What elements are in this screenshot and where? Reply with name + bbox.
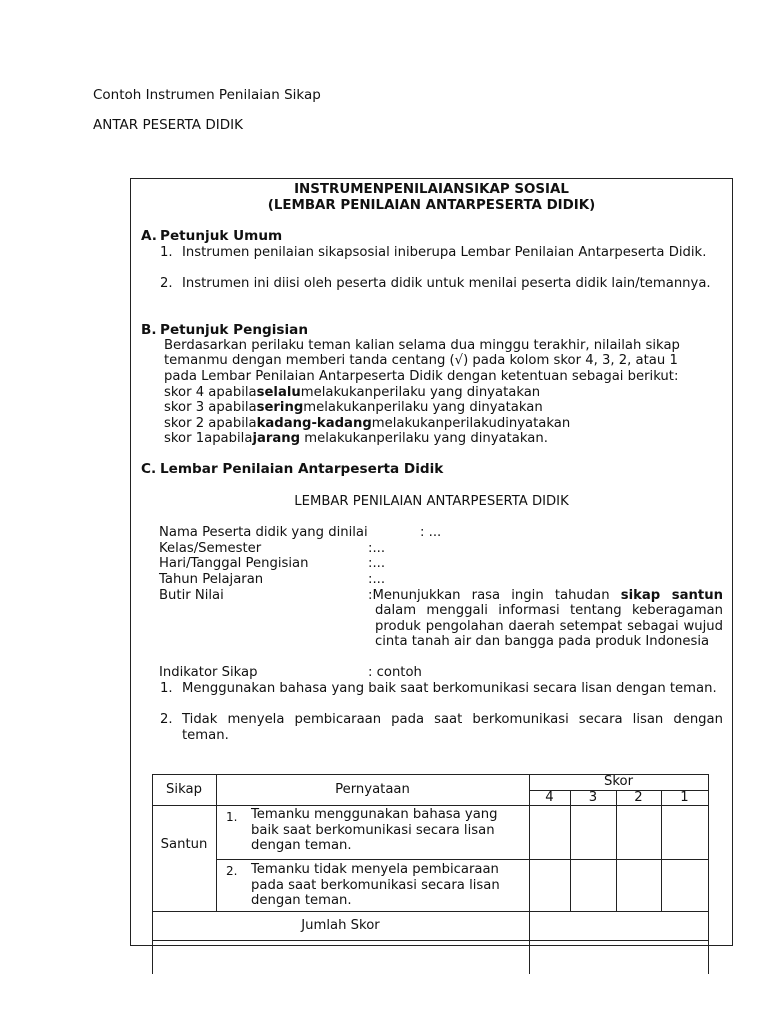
page-subtitle: ANTAR PESERTA DIDIK	[93, 117, 243, 133]
list-item-number: 1.	[160, 245, 173, 260]
field-label: Tahun Pelajaran	[159, 572, 264, 587]
form-heading: LEMBAR PENILAIAN ANTARPESERTA DIDIK	[294, 494, 569, 509]
section-a-letter: A.	[141, 228, 157, 244]
score-column-label: 1	[680, 790, 689, 805]
score-column-label: 3	[588, 790, 598, 805]
total-label: Jumlah Skor	[301, 918, 380, 933]
instrument-subheading: (LEMBAR PENILAIAN ANTARPESERTA DIDIK)	[267, 198, 596, 213]
field-value-continued: dalam menggali informasi tentang keberagaman produk pengolahan daerah setempat sebagai wujud cinta tanah air dan bangga pada produk Indonesia	[375, 603, 723, 649]
section-a-title: Petunjuk Umum	[160, 228, 283, 244]
instruction-line: Berdasarkan perilaku teman kalian selama dua minggu terakhir, nilailah sikap	[164, 338, 680, 353]
row-number: 2.	[226, 864, 238, 878]
field-value: :...	[368, 541, 386, 556]
instrument-heading: INSTRUMENPENILAIANSIKAP SOSIAL	[294, 182, 569, 197]
field-label: Indikator Sikap	[159, 665, 258, 680]
section-c-title: Lembar Penilaian Antarpeserta Didik	[160, 461, 444, 477]
field-value: : contoh	[368, 665, 422, 680]
list-item-number: 1.	[160, 681, 173, 696]
table-row: Temanku tidak menyela pembicaraan pada saat berkomunikasi secara lisan dengan teman.	[251, 862, 500, 908]
list-item: Instrumen penilaian sikapsosial iniberupa Lembar Penilaian Antarpeserta Didik.	[182, 245, 707, 260]
instruction-line: temanmu dengan memberi tanda centang (√) pada kolom skor 4, 3, 2, atau 1	[164, 353, 678, 368]
field-value: :...	[368, 572, 386, 587]
column-header-skor: Skor	[603, 774, 634, 789]
field-value: :...	[368, 556, 386, 571]
score-rule: skor 2 apabilakadang-kadangmelakukanperilakudinyatakan	[164, 416, 571, 431]
score-rule: skor 3 apabilaseringmelakukanperilaku yang dinyatakan	[164, 400, 543, 415]
score-rule: skor 4 apabilaselalumelakukanperilaku yang dinyatakan	[164, 385, 541, 400]
list-item: Tidak menyela pembicaraan pada saat berkomunikasi secara lisan dengan teman.	[182, 712, 723, 743]
section-b-title: Petunjuk Pengisian	[160, 322, 308, 338]
field-label: Butir Nilai	[159, 588, 224, 603]
list-item-number: 2.	[160, 712, 173, 727]
score-column-label: 2	[634, 790, 643, 805]
sikap-value: Santun	[160, 837, 208, 852]
instruction-line: pada Lembar Penilaian Antarpeserta Didik dengan ketentuan sebagai berikut:	[164, 369, 679, 384]
row-number: 1.	[226, 810, 238, 824]
field-label: Hari/Tanggal Pengisian	[159, 556, 309, 571]
section-c-letter: C.	[141, 461, 157, 477]
score-column-label: 4	[545, 790, 554, 805]
field-label: Kelas/Semester	[159, 541, 262, 556]
column-header-pernyataan: Pernyataan	[335, 782, 410, 797]
list-item: Menggunakan bahasa yang baik saat berkomunikasi secara lisan dengan teman.	[182, 681, 717, 696]
field-label: Nama Peserta didik yang dinilai	[159, 525, 368, 540]
list-item: Instrumen ini diisi oleh peserta didik untuk menilai peserta didik lain/temannya.	[182, 276, 711, 291]
field-value: : ...	[420, 525, 442, 540]
list-item-number: 2.	[160, 276, 173, 291]
field-value: :Menunjukkan rasa ingin tahudan sikap santun	[368, 588, 723, 603]
section-b-letter: B.	[141, 322, 157, 338]
table-row: Temanku menggunakan bahasa yang baik saat berkomunikasi secara lisan dengan teman.	[251, 807, 498, 853]
page-title: Contoh Instrumen Penilaian Sikap	[93, 87, 321, 103]
column-header-sikap: Sikap	[166, 782, 202, 797]
score-rule: skor 1apabilajarang melakukanperilaku yang dinyatakan.	[164, 431, 548, 446]
